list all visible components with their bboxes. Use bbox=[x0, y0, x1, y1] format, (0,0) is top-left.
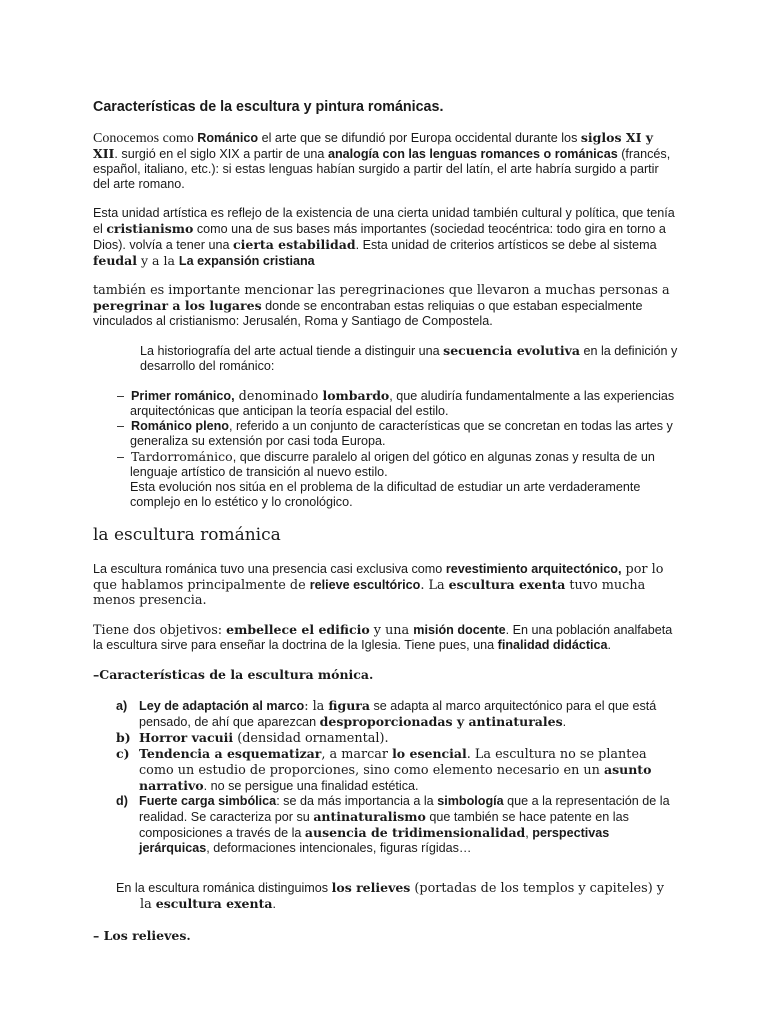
text-run: . bbox=[607, 638, 612, 652]
paragraph-romanico-definition bbox=[93, 130, 678, 192]
text-run-bold: Ley de adaptación al marco bbox=[139, 699, 305, 713]
dash-bullet: – bbox=[117, 389, 125, 403]
text-run-bold: Románico bbox=[197, 131, 259, 145]
list-item bbox=[93, 388, 678, 419]
text-run: Esta evolución nos sitúa en el problema de la dificultad de estudiar un arte verdaderamente complejo en lo estético y lo cronológico. bbox=[130, 480, 641, 509]
text-run-bold: misión docente bbox=[413, 623, 506, 637]
text-run-bold: figura bbox=[328, 698, 370, 713]
text-run: . bbox=[272, 897, 276, 911]
text-run-bold: secuencia evolutiva bbox=[443, 343, 580, 358]
list-item bbox=[93, 730, 678, 746]
document-page bbox=[93, 98, 678, 959]
text-run: tuvo mucha menos presencia. bbox=[93, 578, 646, 608]
text-run: , que discurre paralelo al origen del gótico en algunas zonas y resulta de un lenguaje artístico de transición al nuevo estilo. bbox=[130, 450, 655, 479]
text-run: el arte que se difundió por Europa occidental durante los bbox=[258, 131, 581, 145]
text-run-bold: perspectivas jerárquicas bbox=[139, 826, 610, 855]
dash-bullet: – bbox=[117, 450, 125, 464]
text-run: Conocemos como bbox=[93, 131, 198, 146]
paragraph-unidad-artistica bbox=[93, 206, 678, 269]
text-run: Esta unidad artística es reflejo de la existencia de una cierta unidad también cultural y política, que tenía el bbox=[93, 206, 675, 236]
text-run: , deformaciones intencionales, figuras rígidas… bbox=[206, 841, 472, 855]
text-run: , bbox=[525, 826, 533, 840]
text-run-bold: lo esencial bbox=[392, 746, 467, 761]
text-run: y a la bbox=[137, 253, 179, 268]
text-run: Tardorrománico bbox=[131, 449, 233, 464]
section-heading-caracteristicas: –Características de la escultura mónica. bbox=[93, 667, 374, 682]
paragraph-peregrinaciones bbox=[93, 283, 678, 329]
dash-bullet: – bbox=[117, 419, 125, 433]
text-run: : se da más importancia a la bbox=[276, 794, 438, 808]
evolution-list bbox=[93, 388, 678, 510]
document-title: Características de la escultura y pintura románicas. bbox=[93, 99, 444, 115]
list-item bbox=[93, 794, 678, 856]
text-run: como una de sus bases más importantes (sociedad teocéntrica: todo gira en torno a Dios). volvía a tener una bbox=[93, 222, 666, 252]
text-run-bold: Horror vacuii bbox=[139, 730, 234, 745]
paragraph-objetivos bbox=[93, 622, 678, 653]
text-run: La escultura románica tuvo una presencia casi exclusiva como bbox=[93, 562, 446, 576]
characteristics-list bbox=[93, 698, 678, 856]
text-run: en la definición y desarrollo del románico: bbox=[140, 344, 678, 373]
text-run-bold: Fuerte carga simbólica bbox=[139, 794, 277, 808]
list-item bbox=[93, 746, 678, 794]
text-run-bold: simbología bbox=[437, 794, 504, 808]
text-run: (francés, español, italiano, etc.): si estas lenguas habían surgido a partir del latín, el arte habría surgido a partir del arte romano. bbox=[93, 147, 671, 191]
list-item bbox=[93, 698, 678, 730]
section-heading-relieves: – Los relieves. bbox=[93, 928, 191, 943]
text-run: (densidad ornamental). bbox=[233, 731, 389, 746]
text-run-bold: ausencia de tridimensionalidad bbox=[304, 825, 526, 840]
text-run-bold: cierta estabilidad bbox=[233, 237, 356, 252]
text-run: . La escultura no se plantea como un estudio de proporciones, sino como elemento necesario en un bbox=[139, 747, 647, 778]
list-item bbox=[93, 419, 678, 449]
text-run-bold: Tendencia a esquematizar bbox=[139, 746, 322, 761]
text-run-bold: antinaturalismo bbox=[313, 809, 426, 824]
text-run-bold: analogía con las lenguas romances o románicas bbox=[327, 147, 618, 161]
text-run: , referido a un conjunto de características que se concretan en todas las artes y generaliza su extensión por casi toda Europa. bbox=[130, 419, 673, 448]
text-run: : la bbox=[304, 699, 329, 714]
text-run: también es importante mencionar las peregrinaciones que llevaron a muchas personas a bbox=[93, 283, 670, 298]
text-run-bold: Románico pleno bbox=[131, 419, 229, 433]
text-run-bold: asunto narrativo bbox=[139, 762, 652, 793]
text-run-bold: escultura exenta bbox=[155, 896, 273, 911]
list-label: c) bbox=[116, 746, 130, 761]
text-run-bold: siglos XI y XII bbox=[93, 130, 654, 161]
list-item-continuation bbox=[93, 480, 678, 510]
list-label: d) bbox=[116, 794, 128, 808]
text-run: , que aludiría fundamentalmente a las experiencias arquitectónicas que anticipan la teoría espacial del estilo. bbox=[130, 389, 675, 418]
text-run: La historiografía del arte actual tiende a distinguir una bbox=[140, 344, 444, 358]
text-run-bold: finalidad didáctica bbox=[497, 638, 608, 652]
section-heading-escultura: la escultura románica bbox=[93, 525, 281, 545]
text-run: se adapta al marco arquitectónico para el que está pensado, de ahí que aparezcan bbox=[139, 699, 657, 729]
text-run-bold: desproporcionadas y antinaturales bbox=[319, 714, 563, 729]
list-label: a) bbox=[116, 699, 128, 713]
text-run-bold: embellece el edificio bbox=[226, 622, 370, 637]
text-run-bold: cristianismo bbox=[106, 221, 194, 236]
text-run: , a marcar bbox=[321, 747, 393, 762]
text-run-bold: escultura exenta bbox=[448, 577, 566, 592]
text-run-bold: relieve escultórico bbox=[309, 578, 421, 592]
text-run-bold: los relieves bbox=[331, 880, 411, 895]
text-run: denominado bbox=[234, 389, 323, 404]
text-run: donde se encontraban estas reliquias o que estaban especialmente vinculados al cristianismo: Jerusalén, Roma y Santiago de Compostela. bbox=[93, 299, 643, 328]
text-run: En la escultura románica distinguimos bbox=[116, 881, 332, 895]
text-run: . La bbox=[420, 578, 449, 593]
paragraph-relieves-exenta bbox=[93, 880, 678, 912]
text-run-bold: La expansión cristiana bbox=[178, 254, 315, 268]
text-run: . En una población analfabeta la escultura sirve para enseñar la doctrina de la Iglesia. Tiene pues, una bbox=[93, 623, 673, 652]
text-run: . Esta unidad de criterios artísticos se debe al sistema bbox=[355, 238, 657, 252]
text-run-bold: lombardo bbox=[322, 388, 390, 403]
text-run: . surgió en el siglo XIX a partir de una bbox=[114, 147, 328, 161]
text-run: . bbox=[562, 715, 567, 729]
text-run-bold: revestimiento arquitectónico, bbox=[445, 562, 622, 576]
text-run: (portadas de los templos y capiteles) y la bbox=[140, 881, 664, 912]
text-run: Tiene dos objetivos: bbox=[93, 623, 227, 638]
text-run-bold: Primer románico, bbox=[131, 389, 235, 403]
list-item bbox=[93, 449, 678, 480]
paragraph-historiografia bbox=[93, 343, 678, 374]
list-label: b) bbox=[116, 730, 131, 745]
text-run: que a la representación de la realidad. Se caracteriza por su bbox=[139, 794, 670, 824]
text-run-bold: feudal bbox=[93, 253, 138, 268]
text-run-bold: peregrinar a los lugares bbox=[93, 298, 262, 313]
text-run: que también se hace patente en las composiciones a través de la bbox=[139, 810, 629, 840]
text-run: por lo que hablamos principalmente de bbox=[93, 562, 664, 593]
text-run: y una bbox=[369, 623, 414, 638]
text-run: . no se persigue una finalidad estética. bbox=[203, 779, 419, 793]
paragraph-revestimiento bbox=[93, 562, 678, 608]
